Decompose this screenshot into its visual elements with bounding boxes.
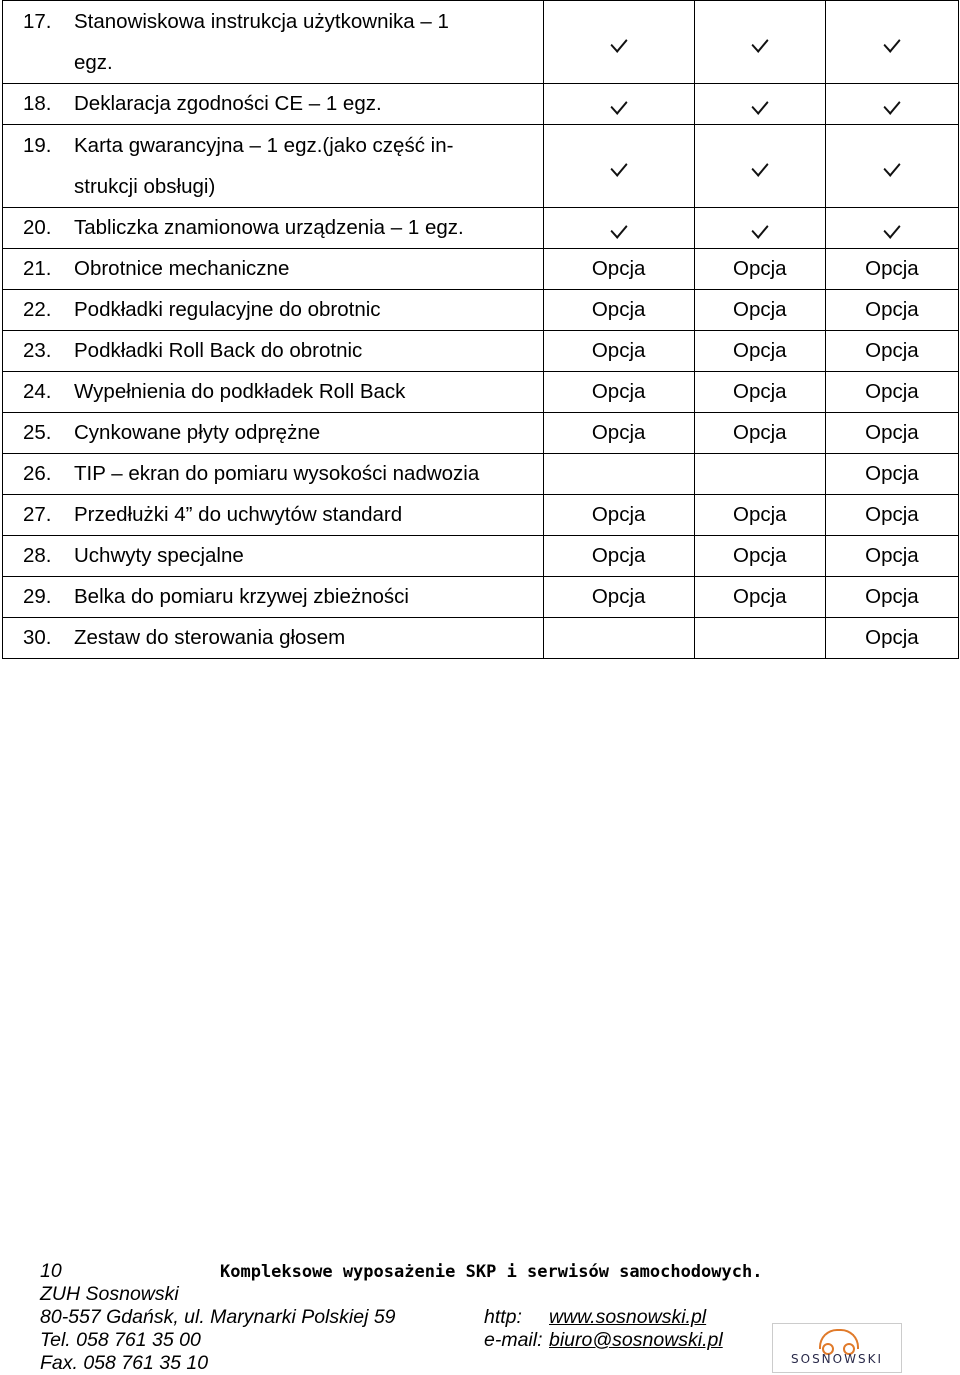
variant-c-cell: Opcja bbox=[825, 290, 958, 331]
variant-b-cell bbox=[694, 454, 825, 495]
item-description-cell bbox=[3, 1, 544, 84]
variant-b-cell: Opcja bbox=[694, 536, 825, 577]
item-description-cell bbox=[3, 290, 544, 331]
table-row bbox=[3, 618, 959, 659]
variant-a-cell: Opcja bbox=[543, 536, 694, 577]
variant-a-cell bbox=[543, 125, 694, 208]
checkmark-icon bbox=[610, 157, 627, 177]
checkmark-icon bbox=[610, 219, 627, 239]
item-number: 21. bbox=[23, 257, 52, 280]
variant-b-cell: Opcja bbox=[694, 249, 825, 290]
item-label bbox=[74, 208, 543, 248]
table-row bbox=[3, 495, 959, 536]
checkmark-icon bbox=[751, 157, 768, 177]
item-label bbox=[74, 413, 543, 453]
variant-a-cell bbox=[543, 208, 694, 249]
item-description-cell bbox=[3, 125, 544, 208]
variant-b-cell: Opcja bbox=[694, 495, 825, 536]
variant-c-cell bbox=[825, 208, 958, 249]
website-link[interactable]: www.sosnowski.pl bbox=[549, 1306, 707, 1328]
checkmark-icon bbox=[610, 95, 627, 115]
variant-a-cell: Opcja bbox=[543, 249, 694, 290]
item-label-line: Obrotnice mechaniczne bbox=[74, 257, 290, 280]
variant-b-cell bbox=[694, 125, 825, 208]
variant-b-cell bbox=[694, 1, 825, 84]
equipment-table bbox=[2, 0, 959, 659]
checkmark-icon bbox=[610, 33, 627, 53]
variant-c-cell bbox=[825, 125, 958, 208]
table-row bbox=[3, 372, 959, 413]
item-number: 18. bbox=[23, 92, 52, 115]
variant-c-cell: Opcja bbox=[825, 249, 958, 290]
variant-c-cell: Opcja bbox=[825, 372, 958, 413]
table-row bbox=[3, 290, 959, 331]
variant-b-cell: Opcja bbox=[694, 331, 825, 372]
company-address: 80-557 Gdańsk, ul. Marynarki Polskiej 59 bbox=[40, 1306, 396, 1328]
item-description-cell bbox=[3, 372, 544, 413]
checkmark-icon bbox=[751, 95, 768, 115]
table-row bbox=[3, 84, 959, 125]
item-label-line: Podkładki regulacyjne do obrotnic bbox=[74, 298, 381, 321]
item-description-cell bbox=[3, 84, 544, 125]
variant-c-cell: Opcja bbox=[825, 454, 958, 495]
item-label bbox=[74, 84, 543, 124]
variant-c-cell bbox=[825, 1, 958, 84]
item-label-line: Zestaw do sterowania głosem bbox=[74, 626, 346, 649]
item-label-line: egz. bbox=[74, 51, 113, 74]
item-number: 30. bbox=[23, 626, 52, 649]
item-label bbox=[74, 372, 543, 412]
item-label bbox=[74, 577, 543, 617]
variant-a-cell bbox=[543, 1, 694, 84]
table-row bbox=[3, 536, 959, 577]
item-number: 29. bbox=[23, 585, 52, 608]
company-fax: Fax. 058 761 35 10 bbox=[40, 1352, 209, 1374]
table-row bbox=[3, 454, 959, 495]
email-link[interactable]: biuro@sosnowski.pl bbox=[549, 1329, 723, 1351]
item-number: 19. bbox=[23, 134, 52, 157]
variant-a-cell: Opcja bbox=[543, 331, 694, 372]
http-label: http: bbox=[484, 1306, 522, 1328]
table-row bbox=[3, 249, 959, 290]
item-description-cell bbox=[3, 413, 544, 454]
item-label bbox=[74, 1, 543, 83]
item-number: 23. bbox=[23, 339, 52, 362]
variant-b-cell: Opcja bbox=[694, 372, 825, 413]
item-label bbox=[74, 618, 543, 658]
variant-b-cell: Opcja bbox=[694, 413, 825, 454]
item-label-line: Deklaracja zgodności CE – 1 egz. bbox=[74, 92, 382, 115]
item-description-cell bbox=[3, 577, 544, 618]
item-label-line: strukcji obsługi) bbox=[74, 175, 216, 198]
item-number: 17. bbox=[23, 10, 52, 33]
checkmark-icon bbox=[883, 219, 900, 239]
variant-c-cell: Opcja bbox=[825, 331, 958, 372]
item-label-line: TIP – ekran do pomiaru wysokości nadwozia bbox=[74, 462, 480, 485]
variant-b-cell bbox=[694, 618, 825, 659]
variant-c-cell bbox=[825, 84, 958, 125]
table-row bbox=[3, 331, 959, 372]
item-description-cell bbox=[3, 249, 544, 290]
item-label bbox=[74, 249, 543, 289]
company-name: ZUH Sosnowski bbox=[40, 1283, 179, 1305]
item-description-cell bbox=[3, 536, 544, 577]
variant-b-cell: Opcja bbox=[694, 577, 825, 618]
variant-b-cell bbox=[694, 84, 825, 125]
item-label-line: Stanowiskowa instrukcja użytkownika – 1 bbox=[74, 10, 449, 33]
table-row bbox=[3, 125, 959, 208]
variant-a-cell bbox=[543, 84, 694, 125]
item-number: 26. bbox=[23, 462, 52, 485]
page-number: 10 bbox=[40, 1260, 62, 1282]
item-label bbox=[74, 290, 543, 330]
item-label-line: Cynkowane płyty odprężne bbox=[74, 421, 321, 444]
sosnowski-logo bbox=[772, 1323, 902, 1373]
item-description-cell bbox=[3, 618, 544, 659]
item-label bbox=[74, 125, 543, 207]
variant-b-cell: Opcja bbox=[694, 290, 825, 331]
variant-c-cell: Opcja bbox=[825, 577, 958, 618]
item-label-line: Uchwyty specjalne bbox=[74, 544, 244, 567]
variant-a-cell bbox=[543, 618, 694, 659]
footer-title: Kompleksowe wyposażenie SKP i serwisów samochodowych. bbox=[220, 1262, 763, 1282]
variant-a-cell: Opcja bbox=[543, 413, 694, 454]
item-label-line: Przedłużki 4” do uchwytów standard bbox=[74, 503, 403, 526]
table-row bbox=[3, 208, 959, 249]
item-description-cell bbox=[3, 495, 544, 536]
item-description-cell bbox=[3, 208, 544, 249]
item-description-cell bbox=[3, 331, 544, 372]
table-row bbox=[3, 577, 959, 618]
variant-b-cell bbox=[694, 208, 825, 249]
variant-c-cell: Opcja bbox=[825, 536, 958, 577]
variant-a-cell: Opcja bbox=[543, 577, 694, 618]
item-label-line: Wypełnienia do podkładek Roll Back bbox=[74, 380, 406, 403]
email-label: e-mail: bbox=[484, 1329, 543, 1351]
item-number: 22. bbox=[23, 298, 52, 321]
checkmark-icon bbox=[883, 157, 900, 177]
item-label bbox=[74, 495, 543, 535]
checkmark-icon bbox=[751, 33, 768, 53]
item-description-cell bbox=[3, 454, 544, 495]
item-label-line: Tabliczka znamionowa urządzenia – 1 egz. bbox=[74, 216, 464, 239]
checkmark-icon bbox=[883, 33, 900, 53]
checkmark-icon bbox=[883, 95, 900, 115]
item-number: 27. bbox=[23, 503, 52, 526]
variant-c-cell: Opcja bbox=[825, 495, 958, 536]
item-label-line: Podkładki Roll Back do obrotnic bbox=[74, 339, 363, 362]
item-label bbox=[74, 331, 543, 371]
equipment-table-wrapper bbox=[2, 0, 959, 659]
variant-a-cell: Opcja bbox=[543, 372, 694, 413]
item-number: 24. bbox=[23, 380, 52, 403]
table-row bbox=[3, 1, 959, 84]
table-row bbox=[3, 413, 959, 454]
item-number: 20. bbox=[23, 216, 52, 239]
checkmark-icon bbox=[751, 219, 768, 239]
variant-a-cell: Opcja bbox=[543, 290, 694, 331]
item-label bbox=[74, 536, 543, 576]
company-phone: Tel. 058 761 35 00 bbox=[40, 1329, 201, 1351]
item-number: 28. bbox=[23, 544, 52, 567]
logo-text: SOSNOWSKI bbox=[791, 1352, 883, 1366]
variant-a-cell: Opcja bbox=[543, 495, 694, 536]
item-label-line: Karta gwarancyjna – 1 egz.(jako część in- bbox=[74, 134, 454, 157]
item-label bbox=[74, 454, 543, 494]
item-label-line: Belka do pomiaru krzywej zbieżności bbox=[74, 585, 409, 608]
variant-a-cell bbox=[543, 454, 694, 495]
variant-c-cell: Opcja bbox=[825, 413, 958, 454]
item-number: 25. bbox=[23, 421, 52, 444]
variant-c-cell: Opcja bbox=[825, 618, 958, 659]
